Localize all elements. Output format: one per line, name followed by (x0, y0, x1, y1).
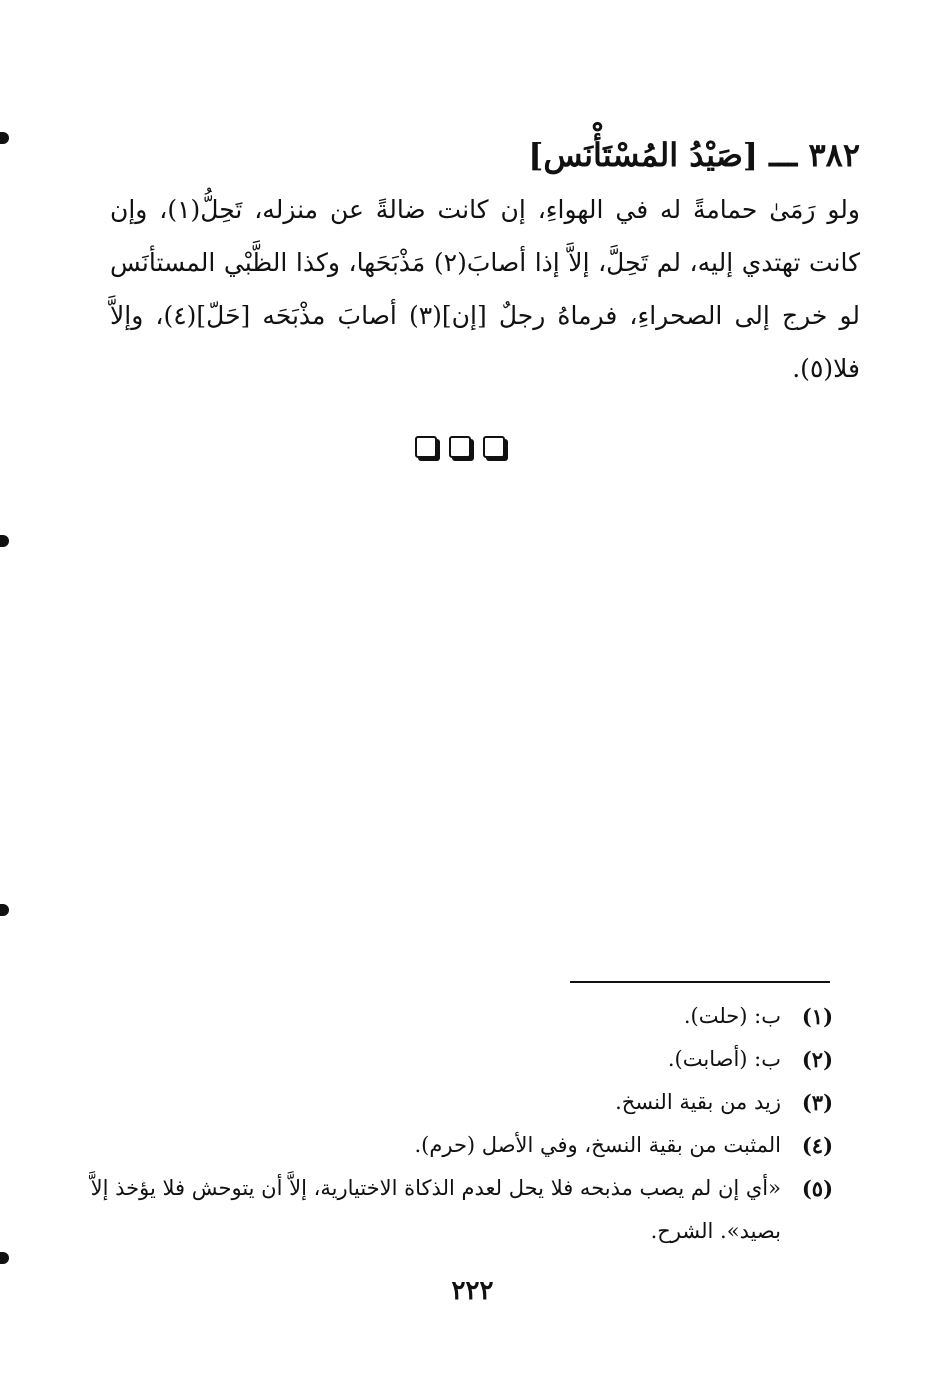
footnote (73, 1124, 833, 1167)
scan-edge-mark (0, 904, 9, 916)
separator-box-icon (449, 436, 471, 458)
separator-box-icon (415, 436, 437, 458)
body-paragraph: ولو رَمَىٰ حمامةً له في الهواءِ، إن كانت ضالةً عن منزله، تَحِلُّ(١)، وإن كانت تهتدي إليه، لم تَحِلَّ، إلاَّ إذا أصابَ(٢) مَذْبَحَها، وكذا الظَّبْي المستأنَس لو خرج إلى الصحراءِ، فرماهُ رجلٌ [إن](٣) أصابَ مذْبَحَه [حَلّ](٤)، وإلاَّ فلا(٥). (110, 195, 861, 383)
footnotes (73, 995, 833, 1253)
footnote-text: زيد من بقية النسخ. (615, 1090, 781, 1114)
footnote-rule (570, 981, 830, 983)
section-dash: ـــ (769, 136, 798, 174)
footnote-number: (٤) (801, 1133, 833, 1158)
footnote-number: (١) (801, 1004, 833, 1029)
footnote (73, 1167, 833, 1253)
footnote-number: (٥) (801, 1176, 833, 1201)
footnote-text: ب: (حلت). (683, 1004, 781, 1028)
page-number: ٢٢٢ (451, 1276, 494, 1306)
footnote-text: ب: (أصابت). (667, 1047, 781, 1071)
footnote-text: المثبت من بقية النسخ، وفي الأصل (حرم). (414, 1133, 781, 1157)
footnote (73, 1081, 833, 1124)
footnote (73, 995, 833, 1038)
scan-edge-mark (0, 1252, 9, 1264)
section-separator (410, 436, 510, 462)
scan-edge-mark (0, 535, 9, 547)
section-heading (528, 132, 860, 178)
section-number: ٣٨٢ (808, 136, 860, 174)
footnote-text: «أي إن لم يصب مذبحه فلا يحل لعدم الذكاة الاختيارية، إلاَّ أن يتوحش فلا يؤخذ إلاَّ بصيد». الشرح. (90, 1176, 781, 1243)
footnote-number: (٢) (801, 1047, 833, 1072)
footnote (73, 1038, 833, 1081)
scan-edge-mark (0, 132, 9, 144)
separator-box-icon (483, 436, 505, 458)
footnote-number: (٣) (801, 1090, 833, 1115)
section-title: [صَيْدُ المُسْتَأْنَس] (528, 136, 759, 174)
